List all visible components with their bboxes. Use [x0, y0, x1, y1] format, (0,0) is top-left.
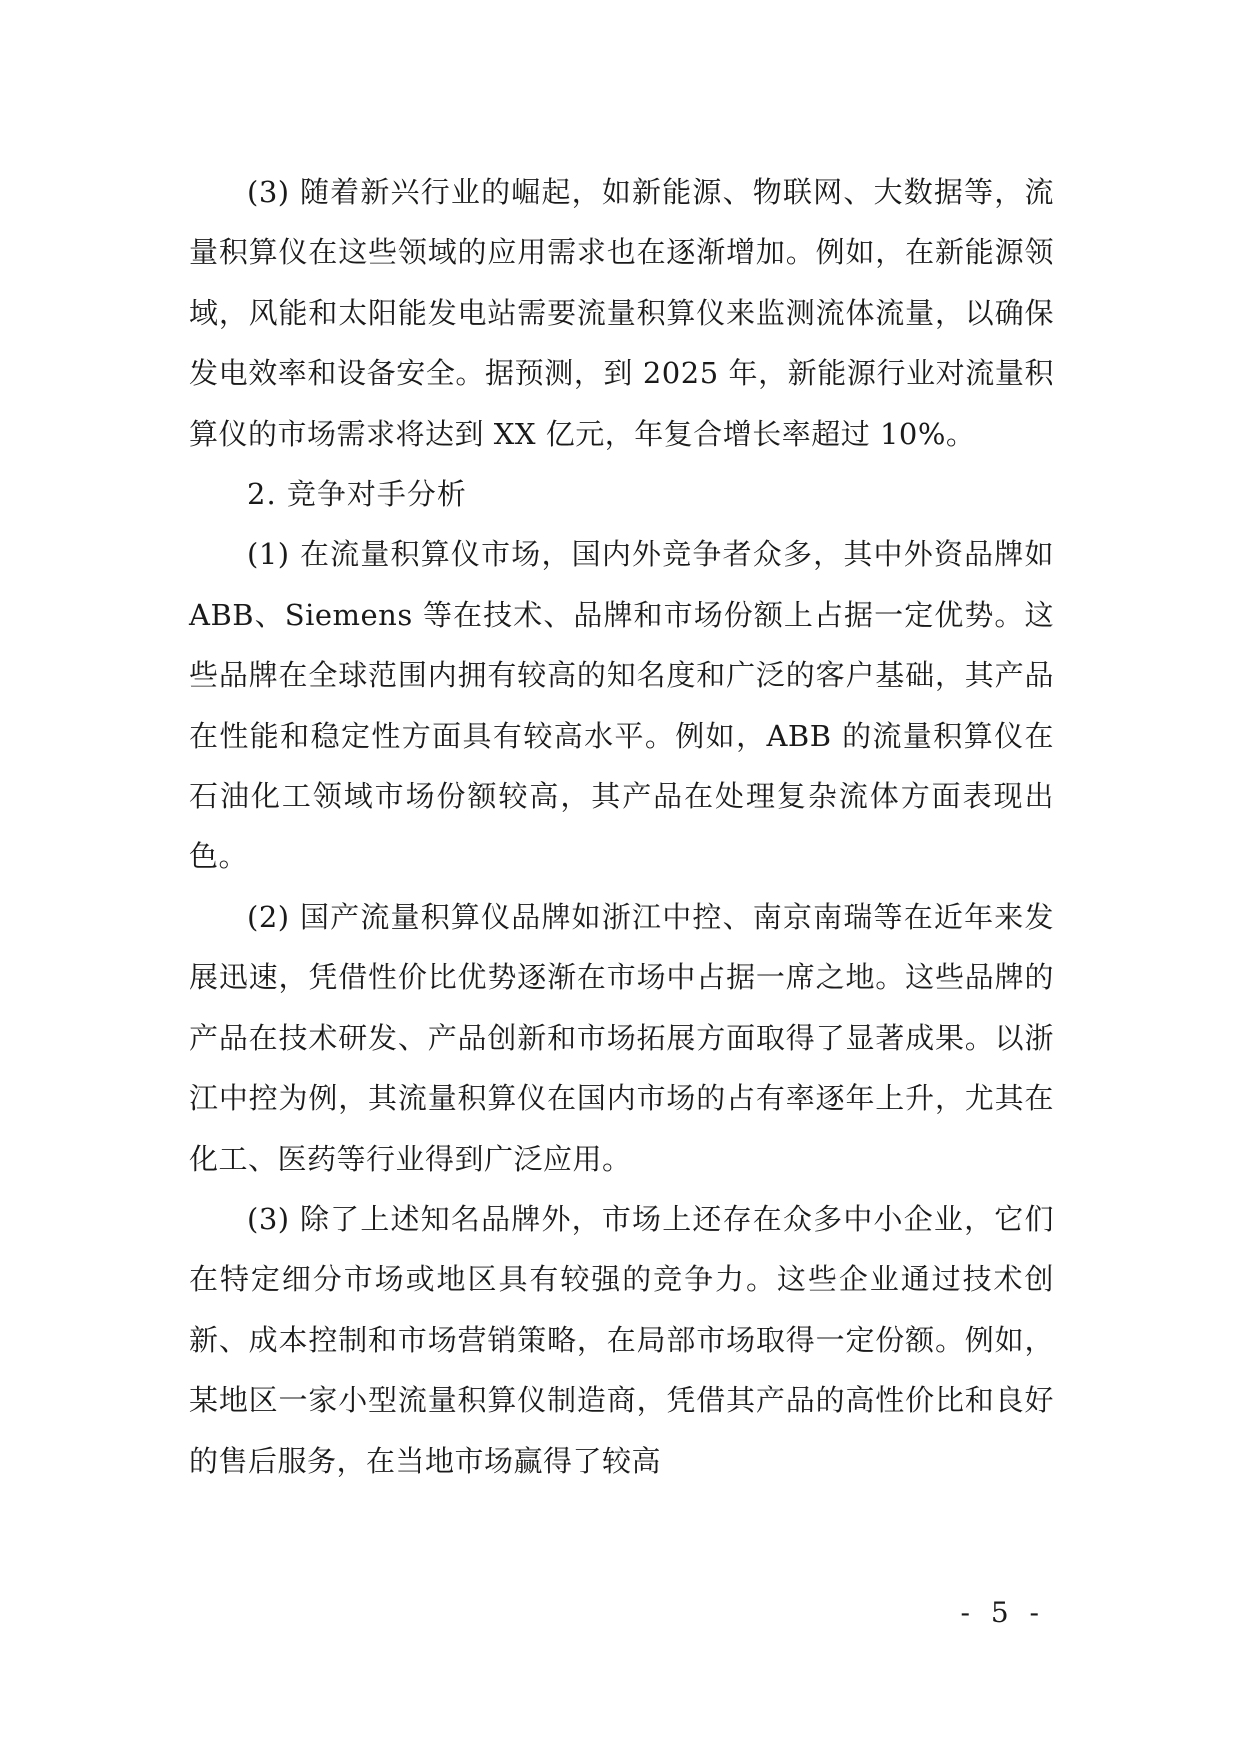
paragraph-new-industries: (3) 随着新兴行业的崛起，如新能源、物联网、大数据等，流量积算仪在这些领域的应用需求也在逐渐增加。例如，在新能源领域，风能和太阳能发电站需要流量积算仪来监测流体流量，以确保发电效率和设备安全。据预测，到 2025 年，新能源行业对流量积算仪的市场需求将达到 XX 亿元，年复合增长率超过 10%。: [189, 175, 1054, 451]
paragraph-domestic-brands: (2) 国产流量积算仪品牌如浙江中控、南京南瑞等在近年来发展迅速，凭借性价比优势逐渐在市场中占据一席之地。这些品牌的产品在技术研发、产品创新和市场拓展方面取得了显著成果。以浙江中控为例，其流量积算仪在国内市场的占有率逐年上升，尤其在化工、医药等行业得到广泛应用。: [189, 899, 1054, 1176]
body-text: [189, 162, 1054, 1491]
paragraph-small-enterprises: (3) 除了上述知名品牌外，市场上还存在众多中小企业，它们在特定细分市场或地区具有较强的竞争力。这些企业通过技术创新、成本控制和市场营销策略，在局部市场取得一定份额。例如，某地区一家小型流量积算仪制造商，凭借其产品的高性价比和良好的售后服务，在当地市场赢得了较高: [189, 1201, 1054, 1478]
page-number: - 5 -: [960, 1596, 1045, 1629]
paragraph-foreign-brands: (1) 在流量积算仪市场，国内外竞争者众多，其中外资品牌如 ABB、Siemens 等在技术、品牌和市场份额上占据一定优势。这些品牌在全球范围内拥有较高的知名度和广泛的客户基础，其产品在性能和稳定性方面具有较高水平。例如，ABB 的流量积算仪在石油化工领域市场份额较高，其产品在处理复杂流体方面表现出色。: [189, 537, 1054, 874]
section-heading-competitor-analysis: 2. 竞争对手分析: [247, 477, 467, 512]
